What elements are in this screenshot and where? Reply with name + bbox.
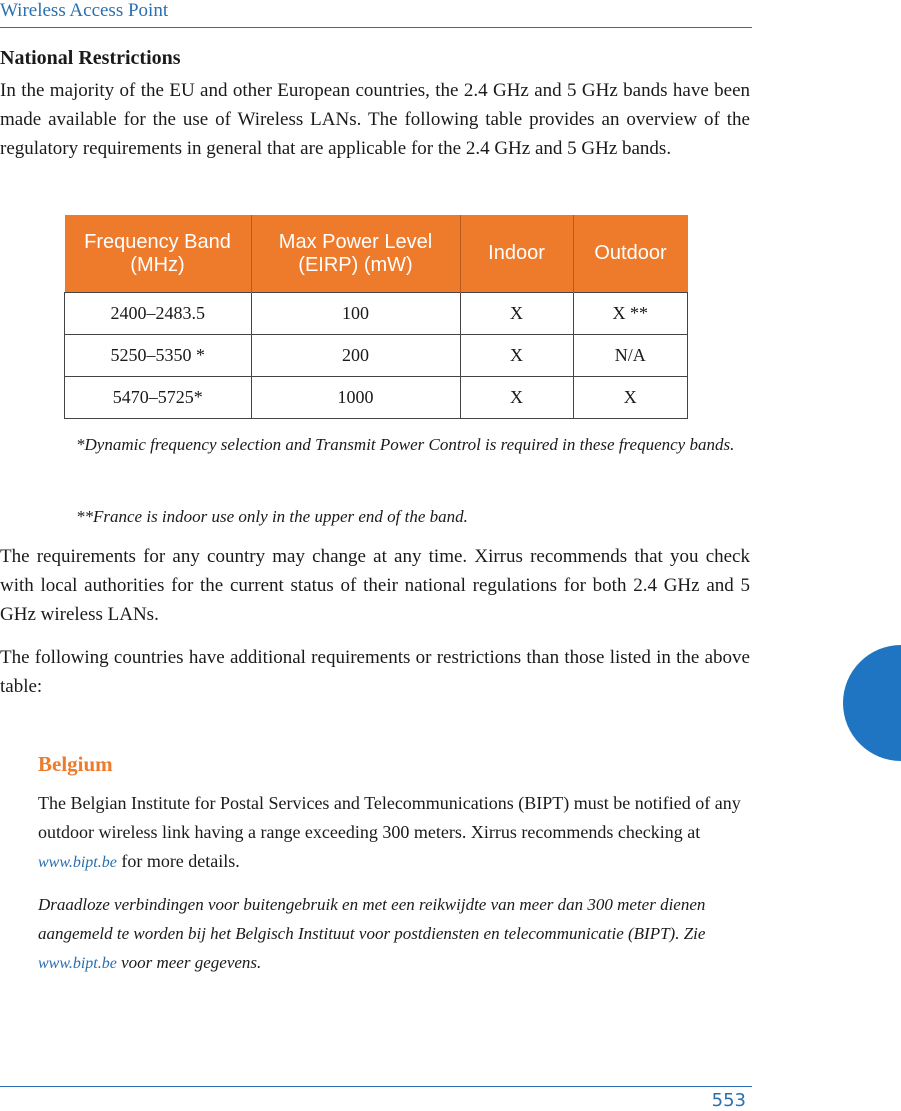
page-number: 553	[711, 1090, 746, 1111]
regulatory-table	[64, 215, 688, 419]
table-row	[65, 335, 688, 377]
cell-indoor: X	[460, 335, 573, 377]
running-header: Wireless Access Point	[0, 0, 169, 21]
header-divider	[0, 27, 752, 28]
cell-frequency: 5250–5350 *	[65, 335, 252, 377]
cell-power: 100	[251, 293, 460, 335]
belgium-dutch-text	[38, 890, 750, 978]
chapter-tab	[843, 645, 901, 761]
cell-outdoor: N/A	[573, 335, 688, 377]
cell-outdoor: X	[573, 377, 688, 419]
bipt-link[interactable]: www.bipt.be	[38, 854, 117, 871]
table-header-row	[65, 215, 688, 293]
belgium-dutch-after: voor meer gegevens.	[116, 953, 262, 972]
header-indoor: Indoor	[460, 215, 573, 293]
table-row	[65, 293, 688, 335]
cell-indoor: X	[460, 377, 573, 419]
section-title: National Restrictions	[0, 47, 181, 69]
requirements-paragraph: The requirements for any country may change at any time. Xirrus recommends that you check with local authorities for the current status of their national regulations for both 2.4 GHz and 5 GHz wireless LANs.	[0, 546, 750, 625]
belgium-text-after: for more details.	[116, 851, 240, 871]
header-max-power: Max Power Level (EIRP) (mW)	[251, 215, 460, 293]
belgium-heading: Belgium	[38, 752, 113, 776]
header-outdoor: Outdoor	[573, 215, 688, 293]
footnote-dfs: *Dynamic frequency selection and Transmit Power Control is required in these frequency bands.	[76, 435, 735, 454]
cell-indoor: X	[460, 293, 573, 335]
cell-outdoor: X **	[573, 293, 688, 335]
cell-power: 200	[251, 335, 460, 377]
belgium-english-text	[38, 789, 750, 877]
cell-power: 1000	[251, 377, 460, 419]
table-row	[65, 377, 688, 419]
header-frequency-band: Frequency Band (MHz)	[65, 215, 252, 293]
footer-divider	[0, 1086, 752, 1087]
bipt-link-dutch[interactable]: www.bipt.be	[38, 955, 117, 972]
cell-frequency: 5470–5725*	[65, 377, 252, 419]
cell-frequency: 2400–2483.5	[65, 293, 252, 335]
footnote-france: **France is indoor use only in the upper end of the band.	[76, 507, 468, 526]
belgium-text-before: The Belgian Institute for Postal Services and Telecommunications (BIPT) must be notified of any outdoor wireless link having a range exceeding 300 meters. Xirrus recommends checking at	[38, 793, 741, 842]
following-paragraph: The following countries have additional requirements or restrictions than those listed in the above table:	[0, 647, 750, 697]
belgium-dutch-before: Draadloze verbindingen voor buitengebruik en met een reikwijdte van meer dan 300 meter dienen aangemeld te worden bij het Belgisch Instituut voor postdiensten en telecommunicatie (BIPT). Zie	[38, 895, 706, 943]
intro-paragraph: In the majority of the EU and other European countries, the 2.4 GHz and 5 GHz bands have been made available for the use of Wireless LANs. The following table provides an overview of the regulatory requirements in general that are applicable for the 2.4 GHz and 5 GHz bands.	[0, 80, 750, 159]
